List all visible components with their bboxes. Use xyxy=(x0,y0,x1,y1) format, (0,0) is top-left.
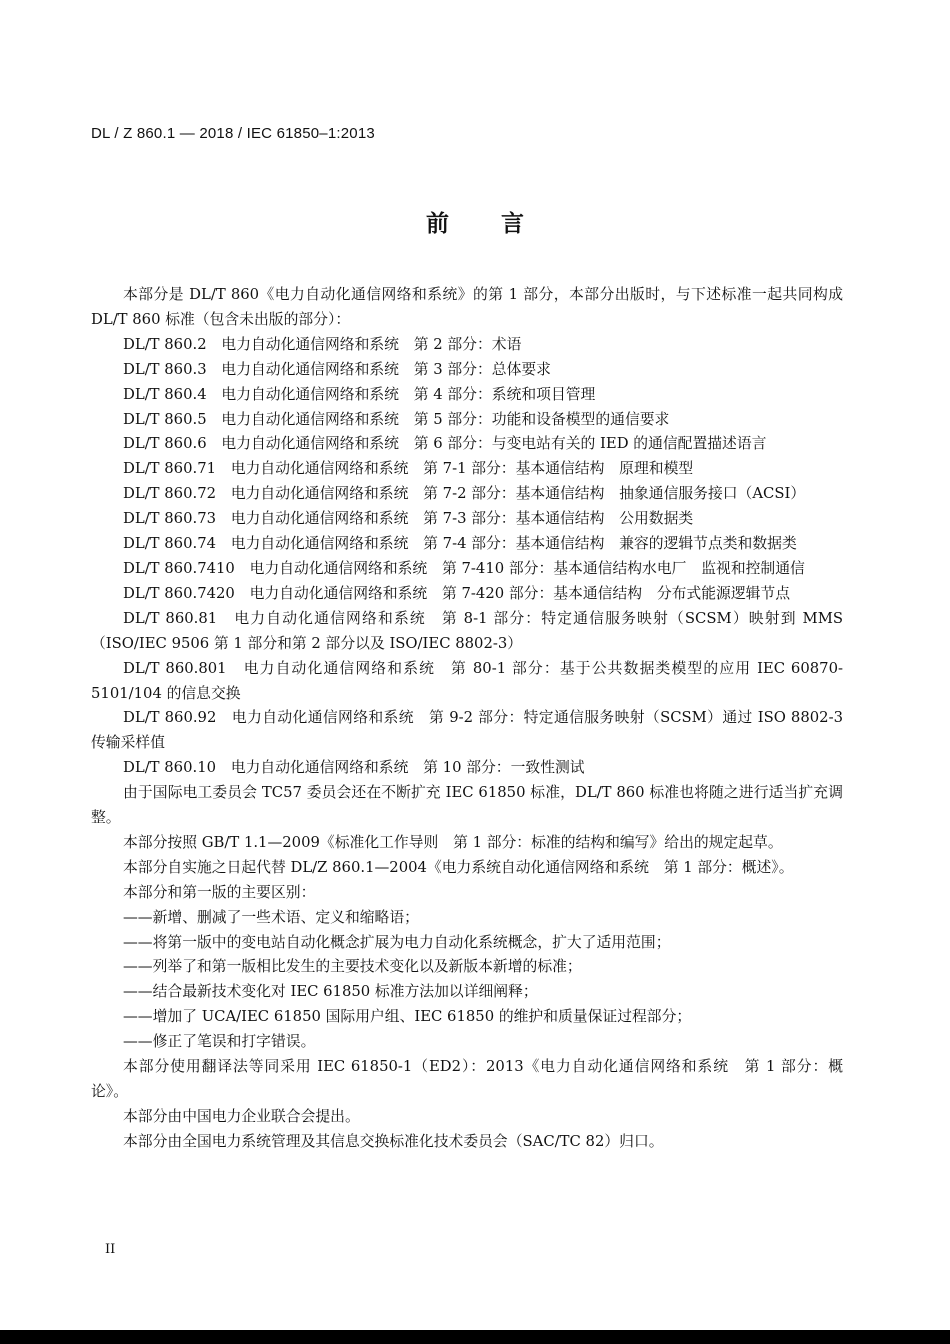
standard-list-item: DL/T 860.92 电力自动化通信网络和系统 第 9-2 部分：特定通信服务映射（SCSM）通过 ISO 8802-3 传输采样值 xyxy=(91,709,843,752)
paragraph: 本部分由中国电力企业联合会提出。 xyxy=(123,1107,360,1125)
change-item: ——修正了笔误和打字错误。 xyxy=(123,1033,316,1051)
paragraph: 本部分使用翻译法等同采用 IEC 61850-1（ED2）：2013《电力自动化通信网络和系统 第 1 部分：概论》。 xyxy=(91,1058,843,1100)
standard-list-item: DL/T 860.7410 电力自动化通信网络和系统 第 7-410 部分：基本通信结构水电厂 监视和控制通信 xyxy=(123,559,805,577)
standard-list-item: DL/T 860.5 电力自动化通信网络和系统 第 5 部分：功能和设备模型的通信要求 xyxy=(123,410,670,428)
page-title: 前言 xyxy=(426,211,576,237)
paragraph: 本部分自实施之日起代替 DL/Z 860.1—2004《电力系统自动化通信网络和系统 第 1 部分：概述》。 xyxy=(123,858,794,876)
standard-list-item: DL/T 860.801 电力自动化通信网络和系统 第 80-1 部分：基于公共数据类模型的应用 IEC 60870-5101/104 的信息交换 xyxy=(91,659,843,702)
standard-header: DL / Z 860.1 — 2018 / IEC 61850–1:2013 xyxy=(91,125,375,142)
standard-list-item: DL/T 860.73 电力自动化通信网络和系统 第 7-3 部分：基本通信结构 公用数据类 xyxy=(123,510,694,528)
standard-list-item: DL/T 860.74 电力自动化通信网络和系统 第 7-4 部分：基本通信结构 兼容的逻辑节点类和数据类 xyxy=(123,535,797,553)
bottom-border xyxy=(0,1330,950,1344)
change-item: ——新增、删减了一些术语、定义和缩略语； xyxy=(123,908,419,926)
change-item: ——将第一版中的变电站自动化概念扩展为电力自动化系统概念，扩大了适用范围； xyxy=(123,933,671,951)
change-item: ——列举了和第一版相比发生的主要技术变化以及新版本新增的标准； xyxy=(123,958,582,976)
standard-list-item: DL/T 860.10 电力自动化通信网络和系统 第 10 部分：一致性测试 xyxy=(123,759,585,777)
paragraph: 本部分和第一版的主要区别： xyxy=(123,883,316,901)
standard-list-item: DL/T 860.7420 电力自动化通信网络和系统 第 7-420 部分：基本通信结构 分布式能源逻辑节点 xyxy=(123,584,791,602)
change-item: ——结合最新技术变化对 IEC 61850 标准方法加以详细阐释； xyxy=(123,983,538,1001)
paragraph: 由于国际电工委员会 TC57 委员会还在不断扩充 IEC 61850 标准，DL/T 860 标准也将随之进行适当扩充调整。 xyxy=(91,784,843,827)
standard-list-item: DL/T 860.72 电力自动化通信网络和系统 第 7-2 部分：基本通信结构 抽象通信服务接口（ACSI） xyxy=(123,485,806,503)
standard-list-item: DL/T 860.3 电力自动化通信网络和系统 第 3 部分：总体要求 xyxy=(123,360,551,378)
foreword-body xyxy=(91,283,843,1155)
standard-list-item: DL/T 860.81 电力自动化通信网络和系统 第 8-1 部分：特定通信服务映射（SCSM）映射到 MMS（ISO/IEC 9506 第 1 部分和第 2 部分以及 ISO/IEC 8802-3） xyxy=(91,609,843,652)
paragraph: 本部分由全国电力系统管理及其信息交换标准化技术委员会（SAC/TC 82）归口。 xyxy=(123,1132,664,1150)
standard-list-item: DL/T 860.4 电力自动化通信网络和系统 第 4 部分：系统和项目管理 xyxy=(123,385,596,403)
paragraph: 本部分是 DL/T 860《电力自动化通信网络和系统》的第 1 部分，本部分出版时，与下述标准一起共同构成 DL/T 860 标准（包含未出版的部分）： xyxy=(91,286,843,328)
change-item: ——增加了 UCA/IEC 61850 国际用户组、IEC 61850 的维护和质量保证过程部分； xyxy=(123,1008,692,1026)
standard-list-item: DL/T 860.71 电力自动化通信网络和系统 第 7-1 部分：基本通信结构 原理和模型 xyxy=(123,460,694,478)
standard-list-item: DL/T 860.2 电力自动化通信网络和系统 第 2 部分：术语 xyxy=(123,335,522,353)
paragraph: 本部分按照 GB/T 1.1—2009《标准化工作导则 第 1 部分：标准的结构和编写》给出的规定起草。 xyxy=(123,833,783,851)
page-number: II xyxy=(105,1242,116,1257)
standard-list-item: DL/T 860.6 电力自动化通信网络和系统 第 6 部分：与变电站有关的 IED 的通信配置描述语言 xyxy=(123,435,767,453)
